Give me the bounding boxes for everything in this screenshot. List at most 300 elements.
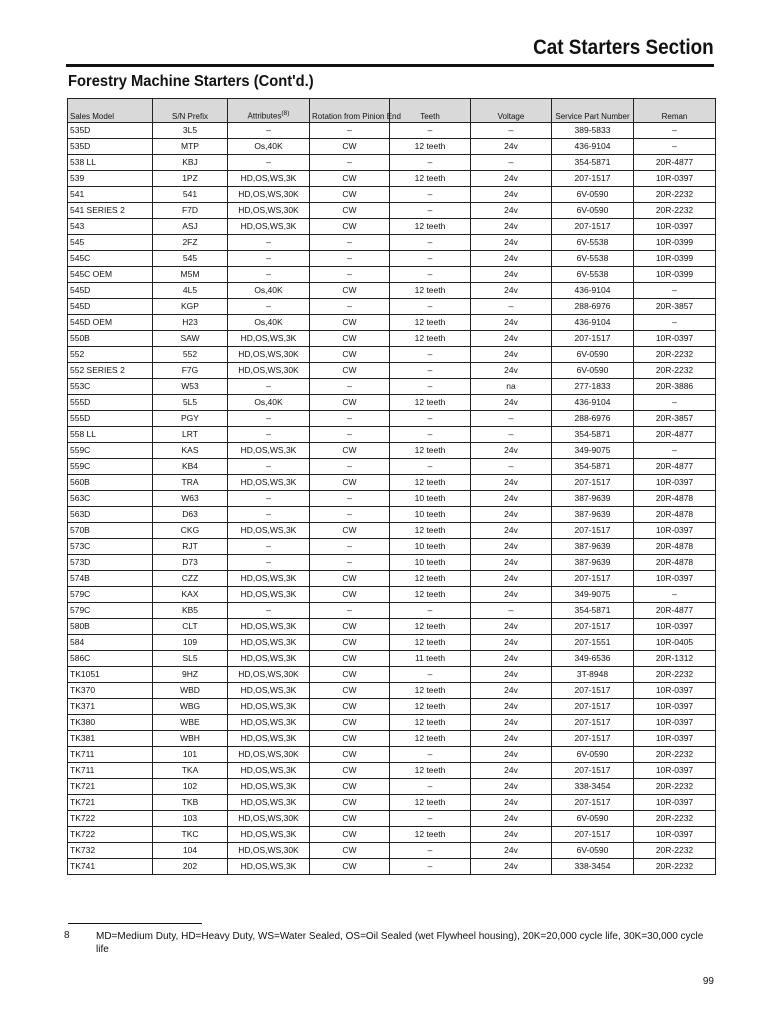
cell-sn-prefix: TKB [153, 795, 228, 811]
cell-reman: 10R-0397 [634, 523, 716, 539]
table-row [68, 763, 716, 779]
table-row [68, 379, 716, 395]
cell-teeth: 10 teeth [390, 491, 471, 507]
cell-voltage: 24v [471, 507, 552, 523]
cell-sales-model: 580B [68, 619, 153, 635]
table-row [68, 187, 716, 203]
cell-sn-prefix: KB4 [153, 459, 228, 475]
cell-teeth: 10 teeth [390, 555, 471, 571]
cell-service-part-number: 354-5871 [552, 603, 634, 619]
cell-service-part-number: 207-1517 [552, 731, 634, 747]
cell-service-part-number: 354-5871 [552, 459, 634, 475]
cell-voltage: – [471, 459, 552, 475]
page-number: 99 [702, 976, 714, 987]
footnote-rule [68, 923, 202, 924]
cell-service-part-number: 338-3454 [552, 779, 634, 795]
cell-attributes: HD,OS,WS,3K [228, 171, 310, 187]
table-row [68, 555, 716, 571]
cell-sales-model: 545D [68, 299, 153, 315]
cell-sales-model: 552 [68, 347, 153, 363]
cell-reman: – [634, 123, 716, 139]
cell-reman: 10R-0397 [634, 571, 716, 587]
cell-service-part-number: 436-9104 [552, 139, 634, 155]
table-row [68, 171, 716, 187]
cell-rotation: CW [310, 331, 390, 347]
cell-voltage: 24v [471, 587, 552, 603]
table-row [68, 203, 716, 219]
cell-rotation: – [310, 235, 390, 251]
header-rule [66, 64, 714, 67]
cell-voltage: 24v [471, 203, 552, 219]
cell-reman: 10R-0405 [634, 635, 716, 651]
table-row [68, 299, 716, 315]
table-row [68, 523, 716, 539]
cell-rotation: CW [310, 667, 390, 683]
cell-attributes: HD,OS,WS,30K [228, 363, 310, 379]
cell-service-part-number: 207-1517 [552, 763, 634, 779]
cell-voltage: 24v [471, 827, 552, 843]
cell-reman: 20R-2232 [634, 203, 716, 219]
table-row [68, 459, 716, 475]
cell-sales-model: 560B [68, 475, 153, 491]
table-row [68, 779, 716, 795]
cell-sn-prefix: KB5 [153, 603, 228, 619]
cell-sn-prefix: LRT [153, 427, 228, 443]
cell-sn-prefix: 2FZ [153, 235, 228, 251]
cell-sn-prefix: CLT [153, 619, 228, 635]
cell-reman: 20R-2232 [634, 779, 716, 795]
cell-voltage: 24v [471, 171, 552, 187]
cell-rotation: – [310, 123, 390, 139]
cell-reman: 10R-0397 [634, 475, 716, 491]
cell-service-part-number: 207-1517 [552, 475, 634, 491]
table-row [68, 715, 716, 731]
cell-service-part-number: 6V-0590 [552, 203, 634, 219]
cell-sales-model: 543 [68, 219, 153, 235]
cell-attributes: HD,OS,WS,30K [228, 667, 310, 683]
cell-sales-model: 553C [68, 379, 153, 395]
cell-attributes: HD,OS,WS,3K [228, 827, 310, 843]
cell-voltage: 24v [471, 667, 552, 683]
cell-attributes: – [228, 379, 310, 395]
cell-service-part-number: 207-1517 [552, 331, 634, 347]
cell-sn-prefix: KAS [153, 443, 228, 459]
cell-attributes: HD,OS,WS,3K [228, 731, 310, 747]
cell-rotation: – [310, 427, 390, 443]
cell-attributes: HD,OS,WS,3K [228, 699, 310, 715]
cell-attributes: – [228, 299, 310, 315]
cell-attributes: HD,OS,WS,3K [228, 619, 310, 635]
table-row [68, 395, 716, 411]
cell-attributes: HD,OS,WS,3K [228, 715, 310, 731]
cell-sales-model: 579C [68, 603, 153, 619]
table-row [68, 251, 716, 267]
cell-rotation: CW [310, 475, 390, 491]
cell-reman: 20R-2232 [634, 363, 716, 379]
cell-attributes: HD,OS,WS,3K [228, 651, 310, 667]
cell-sn-prefix: 541 [153, 187, 228, 203]
cell-teeth: – [390, 187, 471, 203]
col-header-rotation: Rotation from Pinion End [310, 99, 390, 123]
cell-reman: 20R-3857 [634, 411, 716, 427]
table-row [68, 843, 716, 859]
col-header-reman: Reman [634, 99, 716, 123]
cell-sn-prefix: 3L5 [153, 123, 228, 139]
col-header-service-part-number: Service Part Number [552, 99, 634, 123]
table-row [68, 427, 716, 443]
cell-voltage: 24v [471, 619, 552, 635]
cell-teeth: 12 teeth [390, 219, 471, 235]
table-row [68, 603, 716, 619]
col-header-sn-prefix: S/N Prefix [153, 99, 228, 123]
cell-rotation: CW [310, 795, 390, 811]
col-header-attributes: Attributes$^{(8)}$ [228, 99, 310, 123]
cell-voltage: 24v [471, 779, 552, 795]
cell-teeth: 12 teeth [390, 683, 471, 699]
cell-reman: 20R-2232 [634, 859, 716, 875]
cell-service-part-number: 6V-0590 [552, 747, 634, 763]
footnote-ref: (8) [281, 110, 290, 118]
cell-attributes: – [228, 459, 310, 475]
cell-service-part-number: 207-1517 [552, 827, 634, 843]
cell-voltage: 24v [471, 235, 552, 251]
cell-attributes: – [228, 603, 310, 619]
cell-rotation: – [310, 459, 390, 475]
cell-voltage: 24v [471, 267, 552, 283]
cell-voltage: 24v [471, 475, 552, 491]
table-row [68, 155, 716, 171]
table-row [68, 139, 716, 155]
table-row [68, 331, 716, 347]
cell-sales-model: 579C [68, 587, 153, 603]
cell-rotation: – [310, 491, 390, 507]
cell-voltage: 24v [471, 715, 552, 731]
cell-rotation: CW [310, 171, 390, 187]
cell-sn-prefix: 101 [153, 747, 228, 763]
cell-sn-prefix: D63 [153, 507, 228, 523]
cell-attributes: Os,40K [228, 315, 310, 331]
cell-voltage: 24v [471, 331, 552, 347]
cell-voltage: 24v [471, 555, 552, 571]
cell-rotation: CW [310, 571, 390, 587]
cell-sales-model: TK732 [68, 843, 153, 859]
cell-sales-model: 545D [68, 283, 153, 299]
cell-reman: 20R-3857 [634, 299, 716, 315]
cell-rotation: – [310, 267, 390, 283]
cell-teeth: 10 teeth [390, 539, 471, 555]
cell-attributes: HD,OS,WS,3K [228, 331, 310, 347]
cell-reman: 20R-2232 [634, 811, 716, 827]
cell-sales-model: 584 [68, 635, 153, 651]
cell-reman: 20R-4877 [634, 427, 716, 443]
table-row [68, 347, 716, 363]
cell-rotation: CW [310, 811, 390, 827]
cell-rotation: CW [310, 219, 390, 235]
cell-sales-model: 570B [68, 523, 153, 539]
cell-voltage: 24v [471, 187, 552, 203]
cell-rotation: CW [310, 747, 390, 763]
cell-rotation: – [310, 379, 390, 395]
cell-voltage: 24v [471, 747, 552, 763]
cell-rotation: CW [310, 731, 390, 747]
cell-teeth: 12 teeth [390, 475, 471, 491]
cell-sn-prefix: M5M [153, 267, 228, 283]
cell-attributes: HD,OS,WS,3K [228, 523, 310, 539]
cell-attributes: HD,OS,WS,30K [228, 203, 310, 219]
cell-service-part-number: 387-9639 [552, 539, 634, 555]
cell-attributes: HD,OS,WS,30K [228, 843, 310, 859]
cell-sn-prefix: 104 [153, 843, 228, 859]
cell-service-part-number: 207-1517 [552, 683, 634, 699]
cell-teeth: – [390, 155, 471, 171]
cell-sales-model: 573D [68, 555, 153, 571]
cell-teeth: 12 teeth [390, 699, 471, 715]
cell-sn-prefix: MTP [153, 139, 228, 155]
cell-service-part-number: 6V-0590 [552, 363, 634, 379]
cell-sales-model: 573C [68, 539, 153, 555]
cell-sn-prefix: 545 [153, 251, 228, 267]
table-header-row [68, 99, 716, 123]
cell-reman: 20R-4878 [634, 539, 716, 555]
cell-teeth: – [390, 267, 471, 283]
cell-rotation: CW [310, 619, 390, 635]
cell-service-part-number: 207-1517 [552, 619, 634, 635]
cell-voltage: 24v [471, 795, 552, 811]
cell-attributes: HD,OS,WS,30K [228, 187, 310, 203]
cell-sales-model: 539 [68, 171, 153, 187]
cell-service-part-number: 6V-5538 [552, 235, 634, 251]
cell-attributes: HD,OS,WS,3K [228, 763, 310, 779]
cell-sn-prefix: 9HZ [153, 667, 228, 683]
cell-sn-prefix: 103 [153, 811, 228, 827]
cell-voltage: 24v [471, 491, 552, 507]
cell-teeth: – [390, 667, 471, 683]
cell-teeth: – [390, 427, 471, 443]
cell-attributes: – [228, 267, 310, 283]
starters-table [67, 98, 716, 875]
cell-reman: 20R-2232 [634, 667, 716, 683]
cell-reman: – [634, 139, 716, 155]
cell-teeth: – [390, 843, 471, 859]
cell-voltage: 24v [471, 219, 552, 235]
cell-attributes: HD,OS,WS,30K [228, 747, 310, 763]
cell-attributes: Os,40K [228, 395, 310, 411]
cell-sn-prefix: KGP [153, 299, 228, 315]
cell-teeth: 12 teeth [390, 635, 471, 651]
table-row [68, 235, 716, 251]
table-row [68, 683, 716, 699]
cell-service-part-number: 354-5871 [552, 155, 634, 171]
table-row [68, 267, 716, 283]
cell-sales-model: 545C [68, 251, 153, 267]
cell-service-part-number: 6V-0590 [552, 843, 634, 859]
cell-sn-prefix: WBG [153, 699, 228, 715]
cell-sales-model: 545C OEM [68, 267, 153, 283]
cell-rotation: CW [310, 443, 390, 459]
cell-sales-model: 541 SERIES 2 [68, 203, 153, 219]
cell-rotation: – [310, 251, 390, 267]
cell-attributes: – [228, 155, 310, 171]
table-row [68, 635, 716, 651]
cell-teeth: 12 teeth [390, 395, 471, 411]
cell-reman: 20R-4877 [634, 155, 716, 171]
col-header-teeth: Teeth [390, 99, 471, 123]
table-row [68, 811, 716, 827]
cell-service-part-number: 387-9639 [552, 555, 634, 571]
cell-service-part-number: 349-9075 [552, 443, 634, 459]
table-row [68, 363, 716, 379]
cell-reman: 20R-4877 [634, 459, 716, 475]
cell-sales-model: TK721 [68, 795, 153, 811]
cell-reman: 10R-0397 [634, 619, 716, 635]
cell-rotation: CW [310, 859, 390, 875]
cell-rotation: CW [310, 139, 390, 155]
cell-rotation: CW [310, 315, 390, 331]
table-row [68, 123, 716, 139]
cell-reman: 10R-0399 [634, 267, 716, 283]
cell-reman: 10R-0397 [634, 763, 716, 779]
cell-service-part-number: 436-9104 [552, 315, 634, 331]
cell-rotation: CW [310, 203, 390, 219]
cell-rotation: CW [310, 395, 390, 411]
cell-service-part-number: 6V-0590 [552, 347, 634, 363]
cell-rotation: – [310, 507, 390, 523]
cell-teeth: – [390, 123, 471, 139]
cell-voltage: 24v [471, 139, 552, 155]
cell-voltage: 24v [471, 635, 552, 651]
cell-voltage: 24v [471, 811, 552, 827]
cell-attributes: – [228, 411, 310, 427]
cell-sn-prefix: SAW [153, 331, 228, 347]
cell-sn-prefix: 102 [153, 779, 228, 795]
cell-service-part-number: 207-1551 [552, 635, 634, 651]
cell-voltage: 24v [471, 651, 552, 667]
cell-rotation: – [310, 411, 390, 427]
cell-teeth: – [390, 203, 471, 219]
cell-sn-prefix: W63 [153, 491, 228, 507]
cell-reman: 10R-0397 [634, 219, 716, 235]
cell-sn-prefix: 4L5 [153, 283, 228, 299]
cell-sn-prefix: RJT [153, 539, 228, 555]
cell-sales-model: TK711 [68, 763, 153, 779]
cell-sales-model: 555D [68, 411, 153, 427]
table-row [68, 859, 716, 875]
cell-service-part-number: 277-1833 [552, 379, 634, 395]
cell-sn-prefix: F7G [153, 363, 228, 379]
cell-teeth: – [390, 603, 471, 619]
cell-service-part-number: 349-9075 [552, 587, 634, 603]
cell-voltage: 24v [471, 731, 552, 747]
cell-teeth: 12 teeth [390, 139, 471, 155]
cell-service-part-number: 207-1517 [552, 715, 634, 731]
cell-sn-prefix: H23 [153, 315, 228, 331]
cell-voltage: 24v [471, 315, 552, 331]
cell-reman: 20R-2232 [634, 747, 716, 763]
cell-attributes: HD,OS,WS,3K [228, 475, 310, 491]
section-title: Cat Starters Section [533, 36, 714, 59]
footnote-text: MD=Medium Duty, HD=Heavy Duty, WS=Water Sealed, OS=Oil Sealed (wet Flywheel housing), 20K=20,000 cycle life, 30K=30,000 cycle life [96, 931, 704, 955]
table-row [68, 827, 716, 843]
cell-sales-model: TK370 [68, 683, 153, 699]
cell-rotation: CW [310, 715, 390, 731]
cell-attributes: – [228, 507, 310, 523]
cell-voltage: 24v [471, 539, 552, 555]
cell-service-part-number: 207-1517 [552, 795, 634, 811]
cell-sn-prefix: 109 [153, 635, 228, 651]
cell-sn-prefix: D73 [153, 555, 228, 571]
cell-rotation: CW [310, 843, 390, 859]
cell-attributes: HD,OS,WS,3K [228, 859, 310, 875]
cell-teeth: – [390, 459, 471, 475]
cell-voltage: 24v [471, 843, 552, 859]
cell-reman: – [634, 587, 716, 603]
cell-teeth: – [390, 411, 471, 427]
cell-sales-model: 535D [68, 123, 153, 139]
cell-reman: 20R-2232 [634, 187, 716, 203]
table-row [68, 315, 716, 331]
cell-service-part-number: 207-1517 [552, 571, 634, 587]
cell-sales-model: 552 SERIES 2 [68, 363, 153, 379]
cell-attributes: – [228, 427, 310, 443]
cell-sn-prefix: WBD [153, 683, 228, 699]
cell-attributes: HD,OS,WS,3K [228, 219, 310, 235]
cell-rotation: – [310, 155, 390, 171]
cell-teeth: – [390, 811, 471, 827]
table-row [68, 651, 716, 667]
cell-voltage: 24v [471, 443, 552, 459]
cell-reman: 10R-0397 [634, 731, 716, 747]
cell-teeth: 12 teeth [390, 171, 471, 187]
cell-voltage: 24v [471, 859, 552, 875]
cell-service-part-number: 288-6976 [552, 411, 634, 427]
cell-voltage: – [471, 155, 552, 171]
cell-attributes: HD,OS,WS,3K [228, 779, 310, 795]
cell-reman: 10R-0397 [634, 683, 716, 699]
cell-sales-model: 563D [68, 507, 153, 523]
cell-attributes: HD,OS,WS,3K [228, 795, 310, 811]
cell-voltage: 24v [471, 395, 552, 411]
cell-voltage: 24v [471, 763, 552, 779]
cell-rotation: CW [310, 363, 390, 379]
cell-teeth: 12 teeth [390, 443, 471, 459]
cell-service-part-number: 207-1517 [552, 523, 634, 539]
table-body [68, 123, 716, 875]
cell-sn-prefix: ASJ [153, 219, 228, 235]
cell-sales-model: 545D OEM [68, 315, 153, 331]
table-row [68, 571, 716, 587]
cell-teeth: 12 teeth [390, 283, 471, 299]
cell-teeth: – [390, 347, 471, 363]
cell-reman: 20R-4878 [634, 491, 716, 507]
table-row [68, 667, 716, 683]
cell-rotation: CW [310, 763, 390, 779]
cell-teeth: 12 teeth [390, 315, 471, 331]
cell-reman: 10R-0399 [634, 235, 716, 251]
cell-sales-model: 555D [68, 395, 153, 411]
cell-teeth: – [390, 363, 471, 379]
cell-voltage: 24v [471, 523, 552, 539]
table-row [68, 747, 716, 763]
cell-reman: 10R-0397 [634, 827, 716, 843]
cell-sales-model: TK371 [68, 699, 153, 715]
cell-reman: 10R-0397 [634, 171, 716, 187]
cell-reman: 10R-0397 [634, 331, 716, 347]
cell-rotation: CW [310, 635, 390, 651]
cell-reman: – [634, 443, 716, 459]
col-header-sales-model: Sales Model [68, 99, 153, 123]
cell-sales-model: 559C [68, 459, 153, 475]
cell-attributes: HD,OS,WS,3K [228, 587, 310, 603]
